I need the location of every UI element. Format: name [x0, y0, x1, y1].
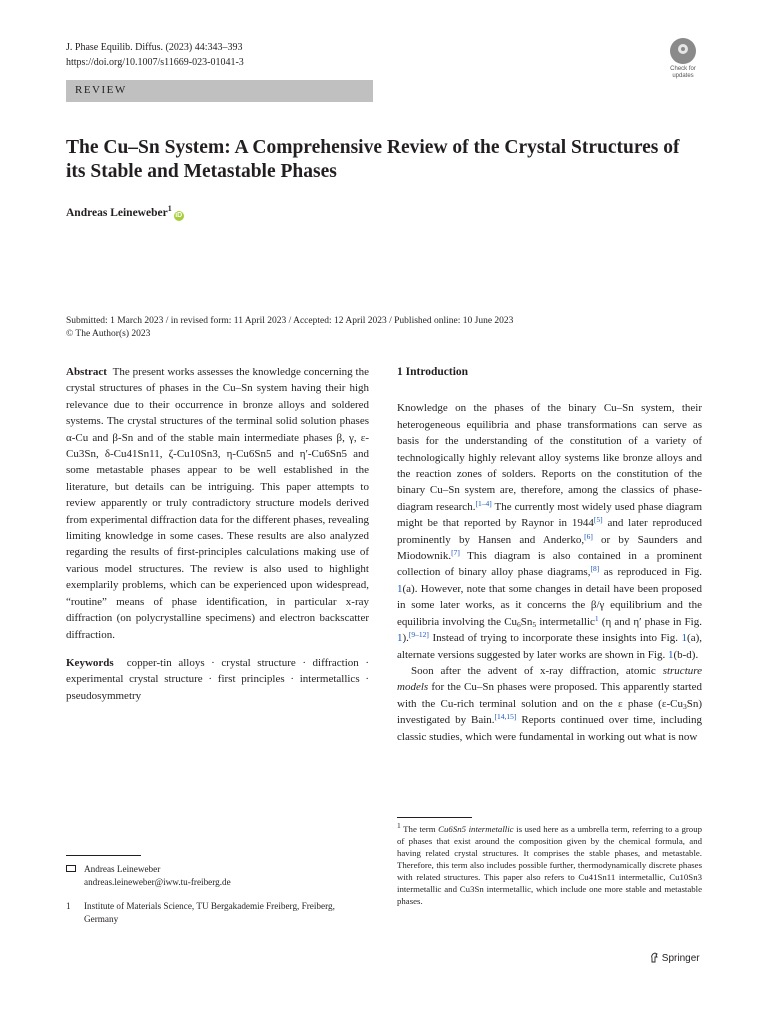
abstract: [66, 364, 369, 643]
envelope-icon: [66, 865, 76, 872]
footnote-divider-right: [397, 817, 472, 818]
footnote-divider-left: [66, 855, 141, 856]
correspondence-block: [66, 863, 366, 925]
intro-paragraph-1: Knowledge on the phases of the binary Cu–Sn system, their heterogeneous equilibria and phase transformations can serve as basis for the understanding of the constitution of a variety of technologically highly relevant alloy systems like bronze alloys and the reaction zones of solders. Reports on the constitution of the binary Cu–Sn system are, therefore, among the classics of phase-diagram research.[1–4] The currently most widely used phase diagram might be that reported by Raynor in 1944[5] and later reproduced prominently by Hansen and Anderko,[6] or by Saunders and Miodownik.[7] This diagram is also contained in a prominent collection of binary alloy phase diagrams,[8] as reproduced in Fig. 1(a). However, note that some changes in detail have been proposed in some later works, as it concerns the β/γ equilibrium and the equilibria involving the $Cu_6Sn_5$ intermetallic$^1$ (η and η′ phase in Fig. 1).[9–12] Instead of trying to incorporate these insights into Fig. 1(a), alternate versions suggested by later works are shown in Fig. 1(b-d).: [397, 402, 703, 661]
correspondence-email[interactable]: andreas.leineweber@iww.tu-freiberg.de: [84, 876, 231, 887]
article-title: The Cu–Sn System: A Comprehensive Review of the Crystal Structures of its Stable and Metastable Phases: [66, 137, 680, 182]
copyright: © The Author(s) 2023: [66, 329, 151, 339]
author-line: [66, 204, 184, 221]
check-for-updates-badge[interactable]: [663, 38, 703, 80]
section-label-bar: [66, 80, 373, 102]
section-label: REVIEW: [75, 84, 127, 96]
citation-link[interactable]: [5]: [593, 515, 603, 525]
citation-link[interactable]: [8]: [590, 564, 600, 574]
keywords-text: copper-tin alloys · crystal structure · diffraction · experimental crystal structure · first principles · intermetallics · pseudosymmetry: [66, 656, 369, 702]
citation-link[interactable]: [7]: [451, 548, 460, 558]
citation-link[interactable]: [1–4]: [475, 498, 492, 508]
figure-link[interactable]: 1: [397, 582, 403, 595]
citation-link[interactable]: [6]: [584, 531, 593, 541]
affiliation-number: 1: [66, 901, 71, 911]
affiliation-text: Institute of Materials Science, TU Bergakademie Freiberg, Freiberg, Germany: [84, 901, 335, 924]
author-name[interactable]: Andreas Leineweber: [66, 206, 168, 219]
keywords-label: Keywords: [66, 656, 114, 669]
affiliation-mark: 1: [167, 204, 172, 213]
left-column: [66, 364, 369, 704]
correspondence-name: Andreas Leineweber: [84, 864, 161, 874]
check-updates-icon: [670, 38, 696, 64]
keywords: [66, 655, 369, 704]
citation-link[interactable]: [14,15]: [494, 712, 517, 722]
article-dates: [66, 315, 513, 341]
history-dates: Submitted: 1 March 2023 / in revised form: 11 April 2023 / Accepted: 12 April 2023 / Published online: 10 June 2023: [66, 316, 514, 326]
footnote-1: 1 The term Cu6Sn5 intermetallic is used here as a umbrella term, referring to a group of phases that exist around the composition given by the chemical formula, and having related crystal structures. It comprises the stable phases, and metastable. Therefore, this term also includes possible further, thermodynamically discrete phases with related structures. This paper also refers to Cu41Sn11 intermetallic, Cu10Sn3 intermetallic and Cu3Sn intermetallic, which include one more stable and metastable phases.: [397, 821, 702, 906]
publisher-logo: [650, 952, 700, 964]
intro-paragraph-2: Soon after the advent of x-ray diffraction, atomic structure models for the Cu–Sn phases were proposed. This apparently started with the Cu-rich terminal solution and on the ε phase $(\varepsilon-Cu_3Sn)$ investigated by Bain.[14,15] Reports continued over time, including classic studies, which were fundamental in working out what is now: [397, 664, 702, 743]
badge-line-2: updates: [672, 73, 694, 79]
section-heading-introduction: 1 Introduction: [397, 366, 469, 378]
footnote-mark: 1: [397, 821, 401, 830]
figure-link[interactable]: 1: [397, 632, 403, 645]
footnote-link[interactable]: 1: [594, 613, 599, 623]
doi-link[interactable]: https://doi.org/10.1007/s11669-023-01041-3: [66, 57, 244, 68]
figure-link[interactable]: 1: [681, 632, 688, 645]
publisher-name: Springer: [661, 953, 700, 964]
abstract-label: Abstract: [66, 366, 107, 378]
journal-header: [66, 40, 244, 70]
springer-horse-icon: [650, 952, 659, 963]
right-column: [397, 364, 702, 745]
orcid-icon[interactable]: iD: [175, 211, 183, 219]
abstract-text: The present works assesses the knowledge concerning the crystal structures of phases in the Cu–Sn system having their high relevance due to their occurrence in bronze alloys and soldered systems. The crystal structures of the terminal solid solution phases α-Cu and β-Sn and of the stable main intermediate phases β, γ, ε-Cu3Sn, δ-Cu41Sn11, ζ-Cu10Sn3, η-Cu6Sn5 and η′-Cu6Sn5 and some metastable phases appear to be well established in the literature, but details can be intriguing. This paper attempts to review apparently or truly contradictory structure models derived from experimental diffraction data for the different phases, revealing limiting knowledge in some cases. These results are also analyzed regarding the results of first-principles calculations making use of various model structures. The review is also used to highlight exemplarily problems, which can be experienced upon widespread, “routine” means of phase identification, in particular x-ray diffraction (on polycrystalline specimens) and electron backscatter diffraction.: [66, 366, 369, 641]
figure-link[interactable]: 1: [667, 648, 674, 661]
badge-line-1: Check for: [670, 66, 696, 72]
citation-link[interactable]: [9–12]: [408, 630, 429, 640]
journal-citation: J. Phase Equilib. Diffus. (2023) 44:343–393: [66, 42, 243, 53]
